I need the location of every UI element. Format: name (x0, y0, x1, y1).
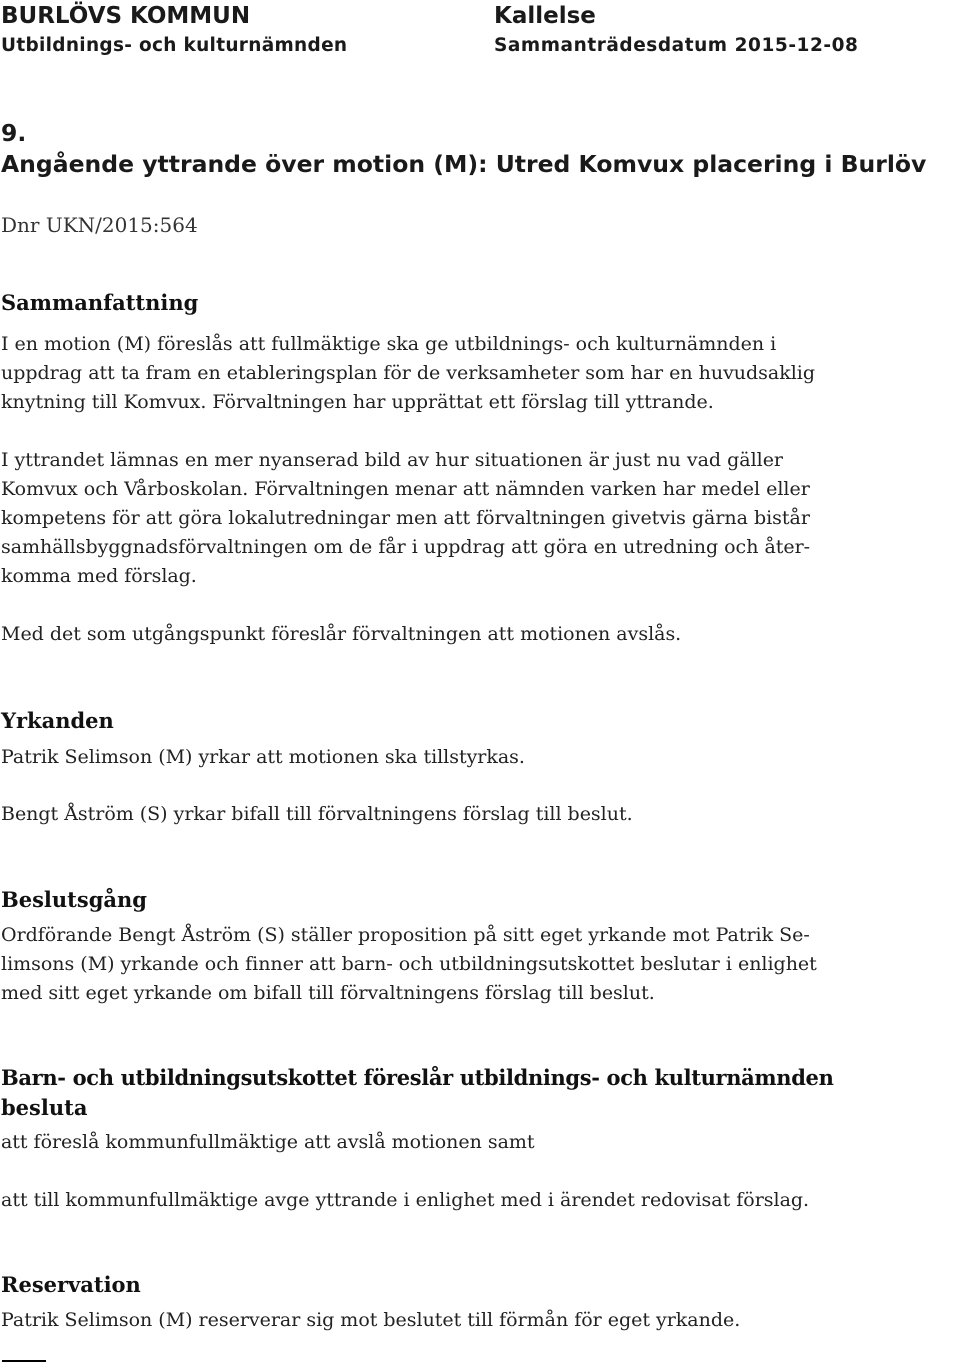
text-line: att föreslå kommunfullmäktige att avslå motionen samt (1, 1131, 535, 1153)
reservation-paragraph (1, 1306, 959, 1335)
meeting-date: Sammanträdesdatum 2015-12-08 (494, 35, 859, 56)
text-line: Patrik Selimson (M) reserverar sig mot beslutet till förmån för eget yrkande. (1, 1309, 741, 1331)
text-line: komma med förslag. (1, 565, 197, 587)
footer-divider (2, 1360, 46, 1362)
item-title: Angående yttrande över motion (M): Utred Komvux placering i Burlöv (1, 150, 927, 178)
proposal-paragraph-2 (1, 1186, 959, 1215)
text-line: I en motion (M) föreslås att fullmäktige ska ge utbildnings- och kulturnämnden i (1, 333, 777, 355)
text-line: Med det som utgångspunkt föreslår förvaltningen att motionen avslås. (1, 623, 682, 645)
procedure-heading: Beslutsgång (1, 887, 147, 912)
claims-paragraph-1 (1, 743, 959, 772)
claims-heading: Yrkanden (1, 708, 114, 733)
summary-heading: Sammanfattning (1, 290, 199, 315)
summary-paragraph-3 (1, 620, 959, 649)
diary-number: Dnr UKN/2015:564 (1, 213, 198, 237)
summary-paragraph-2 (1, 446, 959, 591)
text-line: limsons (M) yrkande och finner att barn- och utbildningsutskottet beslutar i enlighet (1, 953, 817, 975)
proposal-paragraph-1 (1, 1128, 959, 1157)
proposal-heading-line-1: Barn- och utbildningsutskottet föreslår utbildnings- och kulturnämnden (1, 1065, 834, 1090)
text-line: kompetens för att göra lokalutredningar men att förvaltningen givetvis gärna bistår (1, 507, 810, 529)
text-line: knytning till Komvux. Förvaltningen har upprättat ett förslag till yttrande. (1, 391, 714, 413)
text-line: att till kommunfullmäktige avge yttrande i enlighet med i ärendet redovisat förslag. (1, 1189, 810, 1211)
text-line: Patrik Selimson (M) yrkar att motionen ska tillstyrkas. (1, 746, 525, 768)
text-line: I yttrandet lämnas en mer nyanserad bild av hur situationen är just nu vad gäller (1, 449, 783, 471)
proposal-heading-line-2: besluta (1, 1095, 88, 1120)
item-number: 9. (1, 119, 27, 147)
text-line: med sitt eget yrkande om bifall till förvaltningens förslag till beslut. (1, 982, 655, 1004)
text-line: Ordförande Bengt Åström (S) ställer proposition på sitt eget yrkande mot Patrik Se- (1, 924, 810, 946)
text-line: uppdrag att ta fram en etableringsplan för de verksamheter som har en huvudsaklig (1, 362, 815, 384)
text-line: samhällsbyggnadsförvaltningen om de får i uppdrag att göra en utredning och åter- (1, 536, 811, 558)
summary-paragraph-1 (1, 330, 959, 417)
claims-paragraph-2 (1, 800, 959, 829)
text-line: Bengt Åström (S) yrkar bifall till förvaltningens förslag till beslut. (1, 803, 633, 825)
committee-name: Utbildnings- och kulturnämnden (1, 35, 348, 56)
org-name: BURLÖVS KOMMUN (1, 3, 251, 29)
reservation-heading: Reservation (1, 1272, 141, 1297)
document-type: Kallelse (494, 3, 596, 29)
procedure-paragraph (1, 921, 959, 1008)
text-line: Komvux och Vårboskolan. Förvaltningen menar att nämnden varken har medel eller (1, 478, 810, 500)
